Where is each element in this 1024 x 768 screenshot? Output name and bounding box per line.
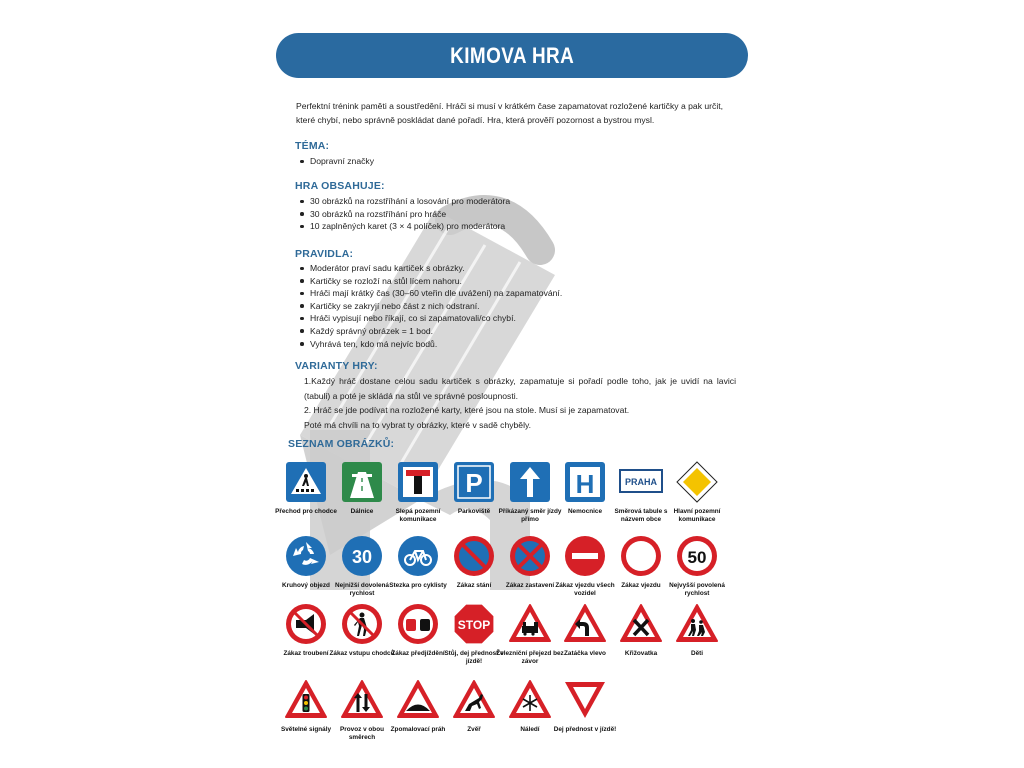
sign-card — [668, 602, 726, 658]
hospital-icon — [563, 460, 607, 504]
no-stopping-icon — [508, 534, 552, 578]
sign-label: Směrová tabule s názvem obce — [614, 508, 668, 523]
sign-label: Dálnice — [350, 508, 374, 515]
no-horn-icon — [284, 602, 328, 646]
list-item: 2. Hráč se jde podívat na rozložené karty, které jsou na stole. Musí si je zapamatovat. Poté má chvíli na to vybrat ty obrázky, které v sadě chyběly. — [304, 405, 630, 430]
no-vehicles-icon — [619, 534, 663, 578]
sign-label: Přechod pro chodce — [275, 508, 337, 515]
roundabout-icon — [284, 534, 328, 578]
tema-heading: TÉMA: — [295, 140, 330, 152]
pedestrian-crossing-icon — [284, 460, 328, 504]
sign-label: Zákaz vjezdu — [621, 582, 661, 589]
list-item: Moderátor praví sadu kartiček s obrázky. — [296, 262, 726, 275]
title-banner — [276, 33, 748, 78]
svg-text:H: H — [575, 469, 595, 499]
motorway-icon — [340, 460, 384, 504]
obsah-heading: HRA OBSAHUJE: — [295, 180, 385, 192]
varianty-heading: VARIANTY HRY: — [295, 360, 378, 372]
varianty-list — [304, 374, 736, 432]
sign-label: Zákaz vstupu chodců — [329, 650, 395, 657]
sign-label: Zatáčka vlevo — [564, 650, 606, 657]
sign-label: Zákaz předjíždění — [391, 650, 445, 657]
list-item: Hráči mají krátký čas (30–60 vteřin dle uvážení) na zapamatování. — [296, 287, 726, 300]
sign-label: Nejnižší dovolená rychlost — [335, 582, 389, 597]
list-item: 1.Každý hráč dostane celou sadu kartiček s obrázky, zapamatuje si pořadí podle toho, jak je uvidí na lavici (tabuli) a poté je skládá na stůl ve správné posloupnosti. — [304, 376, 736, 401]
svg-text:P: P — [465, 468, 483, 498]
stop-text: STOP — [457, 618, 491, 632]
town-sign-icon — [619, 460, 663, 504]
two-way-traffic-icon — [340, 678, 384, 722]
sign-label: Zákaz zastavení — [505, 582, 555, 589]
sign-label: Parkoviště — [457, 508, 491, 515]
dead-end-icon — [396, 460, 440, 504]
minimum-speed-icon — [340, 534, 384, 578]
intro-paragraph: Perfektní trénink paměti a soustředění. Hráči si musí v krátkém čase zapamatovat rozložené kartičky a pak určit, které chybí, nebo správně poskládat dané pořadí. Hra, která prověří pozornost a bystrou mysl. — [296, 101, 723, 125]
straight-ahead-icon — [508, 460, 552, 504]
sign-label: Nejvyšší povolená rychlost — [669, 582, 725, 597]
children-icon — [675, 602, 719, 646]
sign-label: Hlavní pozemní komunikace — [673, 508, 721, 523]
sign-card — [668, 460, 726, 524]
sign-card — [553, 678, 617, 734]
sign-label: Zpomalovací práh — [390, 726, 446, 733]
list-item: Hráči vypisují nebo říkají, co si zapamatovali/co chybí. — [296, 312, 726, 325]
crossroads-icon — [619, 602, 663, 646]
sign-label: Železniční přejezd bez závor — [496, 650, 564, 665]
ice-icon — [508, 678, 552, 722]
sign-label: Slepá pozemní komunikace — [395, 508, 441, 523]
no-parking-icon — [452, 534, 496, 578]
sign-label: Náledí — [520, 726, 540, 733]
list-item: Kartičky se zakryjí nebo část z nich odstraní. — [296, 300, 726, 313]
sign-grid — [275, 456, 750, 756]
sign-label: Kruhový objezd — [282, 582, 330, 589]
list-item: 30 obrázků na rozstříhání a losování pro moderátora — [296, 195, 726, 208]
sign-label: Zákaz vjezdu všech vozidel — [555, 582, 615, 597]
parking-icon — [452, 460, 496, 504]
stop-icon — [452, 602, 496, 646]
sign-label: Stůj, dej přednost v jízdě! — [444, 650, 504, 665]
list-item: 30 obrázků na rozstříhání pro hráče — [296, 208, 726, 221]
no-entry-icon — [563, 534, 607, 578]
list-item: Kartičky se rozloží na stůl lícem nahoru. — [296, 275, 726, 288]
min-speed-value: 30 — [351, 547, 373, 567]
seznam-heading: SEZNAM OBRÁZKŮ: — [288, 438, 395, 450]
railway-crossing-icon — [508, 602, 552, 646]
list-item: Každý správný obrázek = 1 bod. — [296, 325, 726, 338]
left-curve-icon — [563, 602, 607, 646]
tema-list — [296, 155, 726, 168]
sign-label: Křižovatka — [624, 650, 658, 657]
cycle-path-icon — [396, 534, 440, 578]
pravidla-heading: PRAVIDLA: — [295, 248, 354, 260]
sign-label: Zákaz stání — [456, 582, 492, 589]
list-item: Vyhrává ten, kdo má nejvíc bodů. — [296, 338, 726, 351]
sign-label: Zvěř — [467, 726, 481, 733]
text-content — [296, 99, 736, 127]
obsah-list — [296, 195, 726, 233]
list-item: 10 zaplněných karet (3 × 4 políček) pro moderátora — [296, 220, 726, 233]
give-way-icon — [563, 678, 607, 722]
speed-limit-value: 50 — [687, 548, 707, 567]
no-pedestrians-icon — [340, 602, 384, 646]
sign-label: Děti — [690, 650, 704, 657]
sign-card — [668, 534, 726, 598]
sign-label: Zákaz troubení — [283, 650, 329, 657]
sign-label: Dej přednost v jízdě! — [553, 726, 617, 733]
speed-bump-icon — [396, 678, 440, 722]
speed-limit-icon — [675, 534, 719, 578]
pravidla-list — [296, 262, 726, 350]
sign-label: Příkázaný směr jízdy přímo — [498, 508, 562, 523]
page-title: KIMOVA HRA — [449, 42, 575, 68]
town-sign-text: PRAHA — [624, 477, 658, 487]
sign-label: Stezka pro cyklisty — [389, 582, 447, 589]
wild-animals-icon — [452, 678, 496, 722]
sign-label: Provoz v obou směrech — [339, 726, 385, 741]
sign-label: Nemocnice — [567, 508, 603, 515]
no-overtaking-icon — [396, 602, 440, 646]
priority-road-icon — [675, 460, 719, 504]
list-item: Dopravní značky — [296, 155, 726, 168]
sign-label: Světelné signály — [280, 726, 332, 733]
traffic-lights-icon — [284, 678, 328, 722]
